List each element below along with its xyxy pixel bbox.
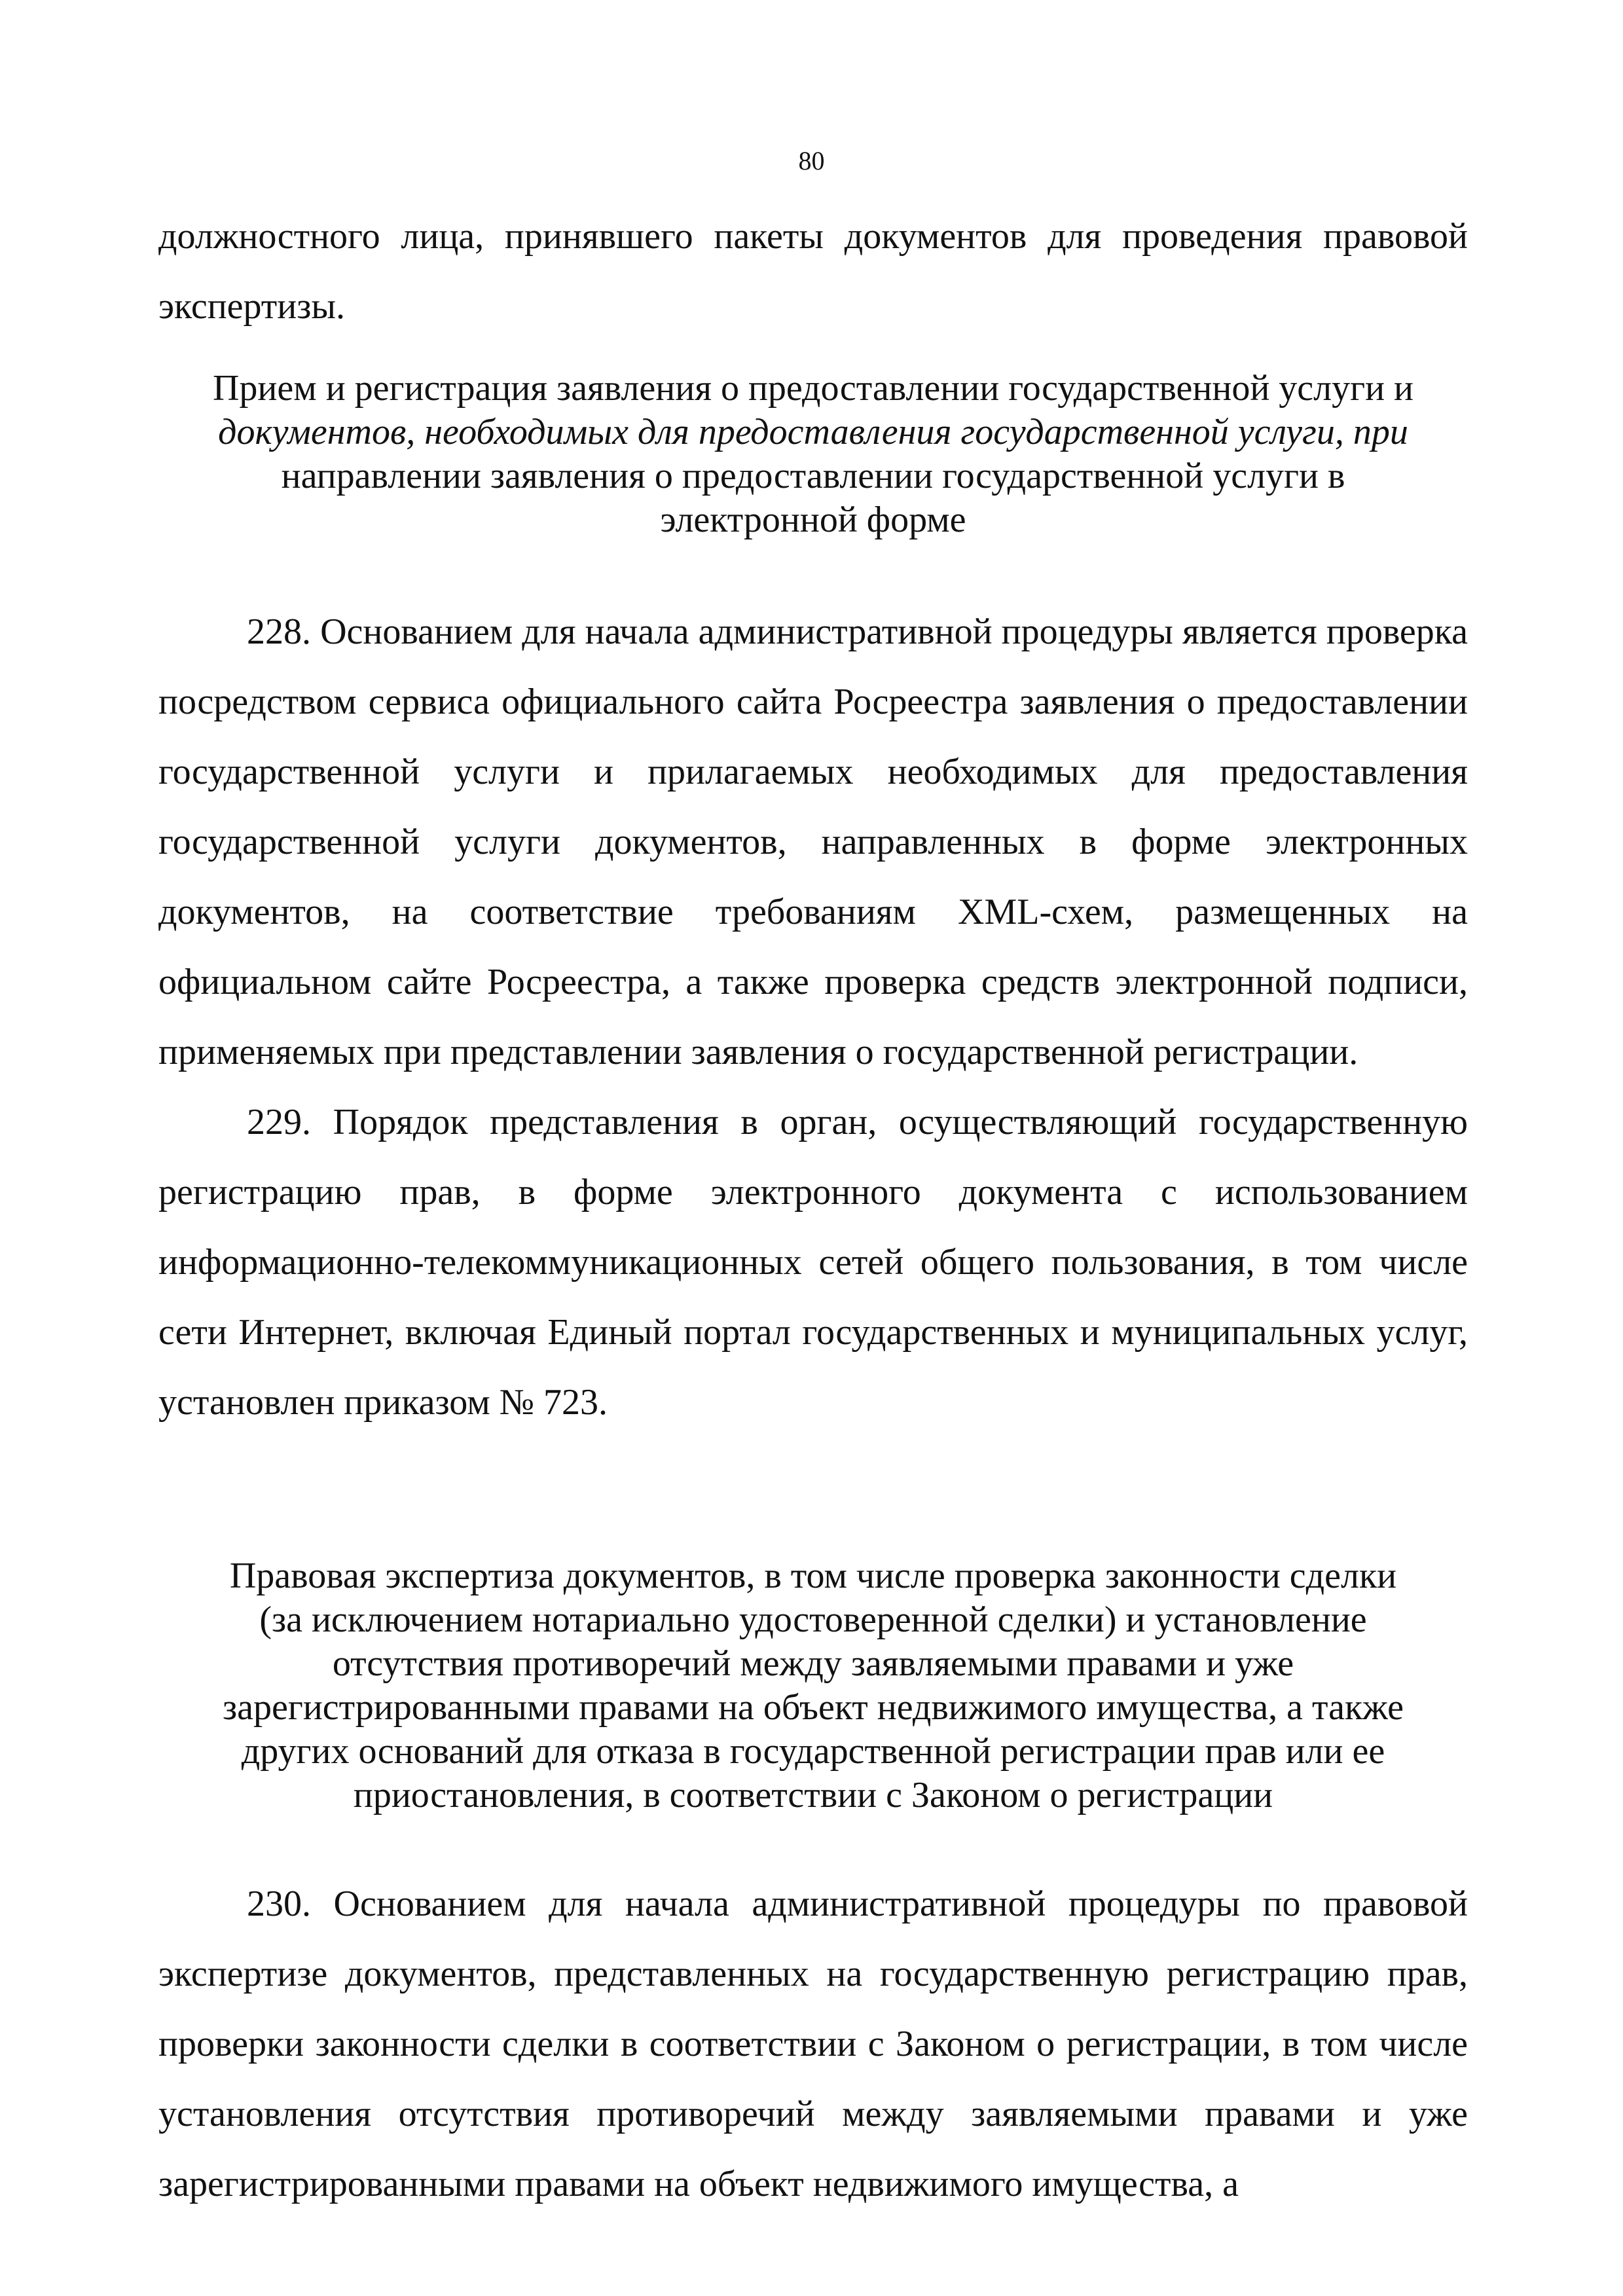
- heading-2-line: зарегистрированными правами на объект недвижимого имущества, а также: [223, 1687, 1404, 1728]
- paragraph-229: 229. Порядок представления в орган, осуществляющий государственную регистрацию прав, в форме электронного документа с использованием информационно-телекоммуникационных сетей общего пользования, в том числе сети Интернет, включая Единый портал государственных и муниципальных услуг, установлен приказом № 723.: [158, 1102, 1468, 1423]
- paragraph-block-230: [158, 1869, 1468, 2219]
- heading-1-line: электронной форме: [660, 500, 966, 540]
- paragraph-228: 228. Основанием для начала административной процедуры является проверка посредством сервиса официального сайта Росреестра заявления о предоставлении государственной услуги и прилагаемых необходимых для предоставления государственной услуги документов, направленных в форме электронных документов, на соответствие требованиям XML-схем, размещенных на официальном сайте Росреестра, а также проверка средств электронной подписи, применяемых при представлении заявления о государственной регистрации.: [158, 611, 1468, 1072]
- heading-1: [158, 367, 1468, 542]
- paragraph-230: 230. Основанием для начала административной процедуры по правовой экспертизе документов, представленных на государственную регистрацию прав, проверки законности сделки в соответствии с Законом о регистрации, в том числе установления отсутствия противоречий между заявляемыми правами и уже зарегистрированными правами на объект недвижимого имущества, а: [158, 1884, 1468, 2204]
- section-heading-1: [158, 367, 1468, 542]
- heading-2: [158, 1554, 1468, 1817]
- heading-2-line: отсутствия противоречий между заявляемыми правами и уже: [332, 1643, 1294, 1684]
- heading-2-line: других оснований для отказа в государственной регистрации прав или ее: [241, 1731, 1385, 1772]
- heading-1-line: направлении заявления о предоставлении государственной услуги в: [281, 456, 1345, 496]
- heading-1-line: документов, необходимых для предоставления государственной услуги, при: [218, 412, 1408, 452]
- heading-2-line: приостановления, в соответствии с Законом о регистрации: [353, 1775, 1273, 1815]
- section-heading-2: [158, 1554, 1468, 1817]
- heading-2-line: Правовая экспертиза документов, в том числе проверка законности сделки: [229, 1556, 1397, 1596]
- continuation-block: [158, 202, 1468, 342]
- continuation-paragraph: должностного лица, принявшего пакеты документов для проведения правовой экспертизы.: [158, 216, 1468, 327]
- heading-2-line: (за исключением нотариально удостоверенной сделки) и установление: [259, 1599, 1367, 1640]
- paragraph-block-228-229: [158, 597, 1468, 1438]
- heading-1-line: Прием и регистрация заявления о предоставлении государственной услуги и: [212, 368, 1414, 409]
- page-number: 80: [798, 146, 825, 175]
